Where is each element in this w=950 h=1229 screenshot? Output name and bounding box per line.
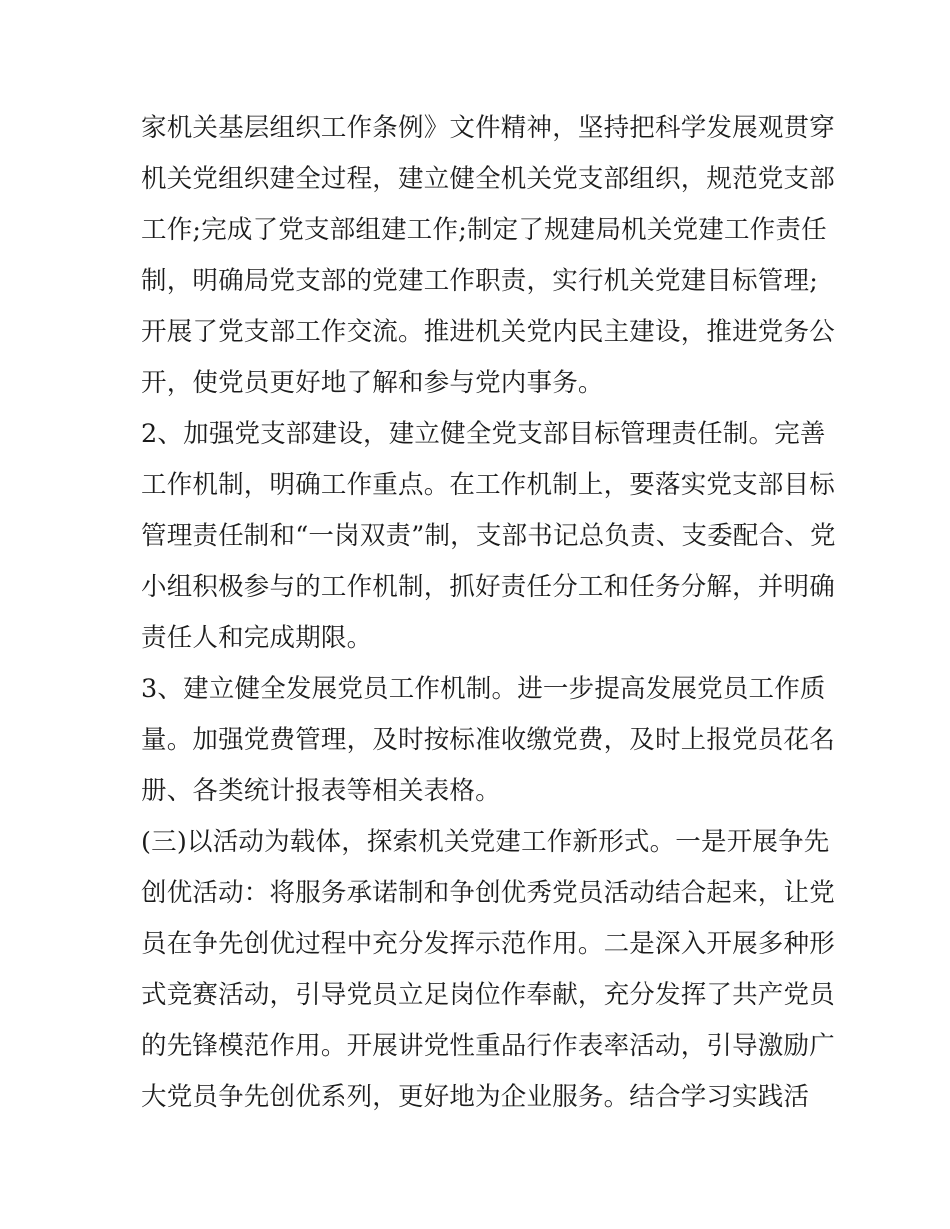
text-line: (三)以活动为载体，探索机关党建工作新形式。一是开展争先 bbox=[141, 827, 830, 857]
text-line: 责任人和完成期限。 bbox=[141, 623, 373, 653]
text-line: 开，使党员更好地了解和参与党内事务。 bbox=[141, 368, 604, 398]
text-line: 开展了党支部工作交流。推进机关党内民主建设，推进党务公 bbox=[141, 317, 835, 347]
text-line: 家机关基层组织工作条例》文件精神，坚持把科学发展观贯穿 bbox=[141, 113, 835, 143]
text-line: 2、加强党支部建设，建立健全党支部目标管理责任制。完善 bbox=[141, 419, 826, 449]
text-line: 机关党组织建全过程，建立健全机关党支部组织，规范党支部 bbox=[141, 164, 835, 194]
text-line: 量。加强党费管理，及时按标准收缴党费，及时上报党员花名 bbox=[141, 725, 835, 755]
text-line: 式竞赛活动，引导党员立足岗位作奉献，充分发挥了共产党员 bbox=[141, 980, 835, 1010]
text-line: 创优活动：将服务承诺制和争创优秀党员活动结合起来，让党 bbox=[141, 878, 835, 908]
text-line: 小组积极参与的工作机制，抓好责任分工和任务分解，并明确 bbox=[141, 572, 835, 602]
text-line: 大党员争先创优系列，更好地为企业服务。结合学习实践活 bbox=[141, 1082, 810, 1112]
text-line: 制，明确局党支部的党建工作职责，实行机关党建目标管理; bbox=[141, 266, 818, 296]
text-line: 的先锋模范作用。开展讲党性重品行作表率活动，引导激励广 bbox=[141, 1031, 835, 1061]
text-line: 册、各类统计报表等相关表格。 bbox=[141, 776, 501, 806]
text-line: 3、建立健全发展党员工作机制。进一步提高发展党员工作质 bbox=[141, 674, 826, 704]
text-line: 管理责任制和“一岗双责”制，支部书记总负责、支委配合、党 bbox=[141, 521, 836, 551]
text-line: 工作机制，明确工作重点。在工作机制上，要落实党支部目标 bbox=[141, 470, 835, 500]
text-line: 工作;完成了党支部组建工作;制定了规建局机关党建工作责任 bbox=[141, 215, 827, 245]
document-body bbox=[141, 103, 836, 1123]
text-line: 员在争先创优过程中充分发挥示范作用。二是深入开展多种形 bbox=[141, 929, 835, 959]
